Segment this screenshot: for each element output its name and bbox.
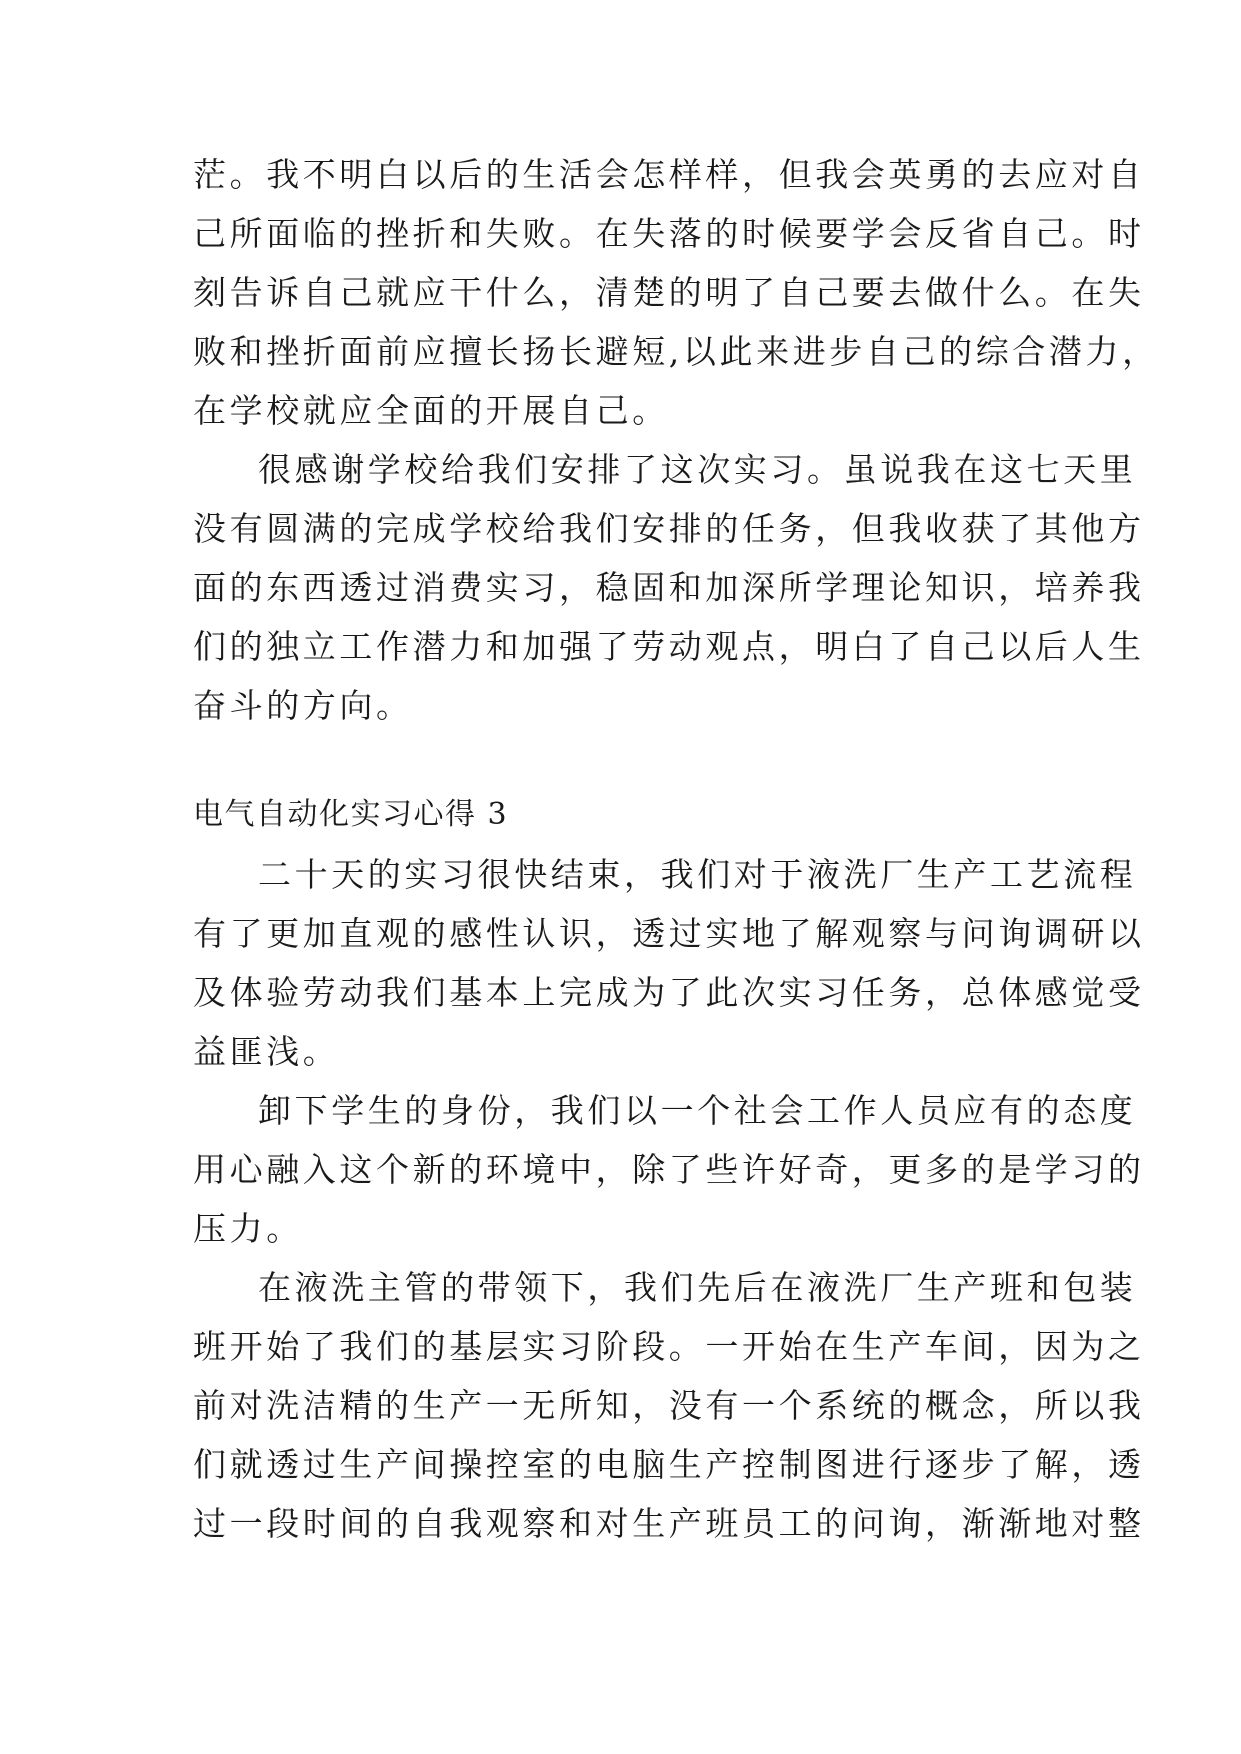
- paragraph-line: 们就透过生产间操控室的电脑生产控制图进行逐步了解，透: [193, 1445, 1145, 1484]
- paragraph-line: 过一段时间的自我观察和对生产班员工的问询，渐渐地对整: [193, 1504, 1145, 1543]
- paragraph-line: 二十天的实习很快结束，我们对于液洗厂生产工艺流程: [258, 855, 1137, 894]
- paragraph-line: 用心融入这个新的环境中，除了些许好奇，更多的是学习的: [193, 1150, 1145, 1189]
- paragraph-line: 己所面临的挫折和失败。在失落的时候要学会反省自己。时: [193, 214, 1145, 253]
- paragraph-line: 有了更加直观的感性认识，透过实地了解观察与问询调研以: [193, 914, 1145, 953]
- paragraph-line: 在学校就应全面的开展自己。: [193, 391, 669, 430]
- paragraph-line: 前对洗洁精的生产一无所知，没有一个系统的概念，所以我: [193, 1386, 1145, 1425]
- paragraph-line: 益匪浅。: [193, 1032, 340, 1071]
- paragraph-line: 奋斗的方向。: [193, 686, 413, 725]
- paragraph-line: 及体验劳动我们基本上完成为了此次实习任务，总体感觉受: [193, 973, 1145, 1012]
- paragraph-line: 班开始了我们的基层实习阶段。一开始在生产车间，因为之: [193, 1327, 1145, 1366]
- section-heading: 电气自动化实习心得 3: [193, 797, 509, 832]
- paragraph-line: 卸下学生的身份，我们以一个社会工作人员应有的态度: [258, 1091, 1137, 1130]
- paragraph-line: 们的独立工作潜力和加强了劳动观点，明白了自己以后人生: [193, 627, 1145, 666]
- paragraph-line: 茫。我不明白以后的生活会怎样样，但我会英勇的去应对自: [193, 155, 1145, 194]
- paragraph-line: 刻告诉自己就应干什么，清楚的明了自己要去做什么。在失: [193, 273, 1145, 312]
- paragraph-line: 没有圆满的完成学校给我们安排的任务，但我收获了其他方: [193, 509, 1145, 548]
- paragraph-line: 在液洗主管的带领下，我们先后在液洗厂生产班和包装: [258, 1268, 1137, 1307]
- paragraph-line: 压力。: [193, 1209, 303, 1248]
- paragraph-line: 面的东西透过消费实习，稳固和加深所学理论知识，培养我: [193, 568, 1145, 607]
- paragraph-line: 败和挫折面前应擅长扬长避短,以此来进步自己的综合潜力，: [193, 332, 1159, 371]
- paragraph-line: 很感谢学校给我们安排了这次实习。虽说我在这七天里: [258, 450, 1137, 489]
